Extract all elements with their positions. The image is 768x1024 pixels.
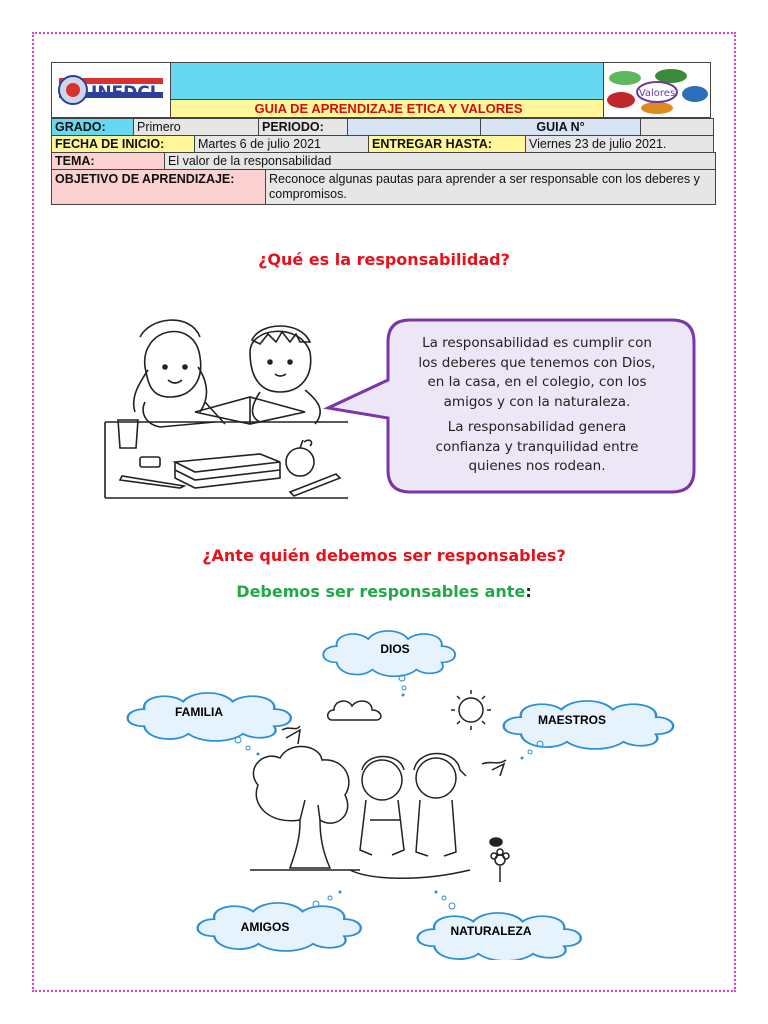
objetivo-line-1: Reconoce algunas pautas para aprender a ser responsable con los deberes y	[269, 172, 700, 186]
cloud-label-naturaleza: NATURALEZA	[450, 924, 532, 938]
tema-label: TEMA:	[51, 152, 165, 170]
periodo-label: PERIODO:	[258, 118, 348, 136]
question-responsabilidad: ¿Qué es la responsabilidad?	[258, 250, 510, 269]
bubble-line: confianza y tranquilidad entre	[435, 438, 639, 455]
kids-studying-illustration	[100, 312, 348, 500]
values-logo-text: Valores	[638, 88, 676, 99]
fecha-inicio-label: FECHA DE INICIO:	[51, 135, 195, 153]
clouds-scene	[0, 620, 768, 960]
grado-value: Primero	[133, 118, 259, 136]
objetivo-label: OBJETIVO DE APRENDIZAJE:	[51, 169, 266, 205]
school-logo	[51, 62, 171, 118]
banner-fill	[170, 62, 604, 100]
subtitle-responsables-ante	[0, 582, 768, 601]
bubble-paragraph-2	[392, 418, 682, 477]
grado-label: GRADO:	[51, 118, 134, 136]
cloud-label-dios: DIOS	[380, 642, 410, 656]
bubble-line: La responsabilidad genera	[447, 419, 627, 435]
subtitle-text: Debemos ser responsables ante	[236, 582, 526, 601]
cloud-label-maestros: MAESTROS	[537, 713, 606, 727]
cloud-label-amigos: AMIGOS	[240, 920, 290, 934]
guia-label: GUIA N°	[480, 118, 641, 136]
subtitle-colon: :	[525, 582, 532, 601]
objetivo-line-2: compromisos.	[269, 187, 347, 201]
question-ante-quien: ¿Ante quién debemos ser responsables?	[202, 546, 566, 565]
values-logo	[603, 62, 711, 118]
logo-text: INEDCI	[91, 83, 157, 103]
bubble-line: amigos y con la naturaleza.	[443, 393, 631, 410]
objetivo-value	[265, 169, 716, 205]
fecha-inicio-value: Martes 6 de julio 2021	[194, 135, 369, 153]
bubble-line: los deberes que tenemos con Dios,	[418, 354, 656, 371]
periodo-value	[347, 118, 481, 136]
bubble-line: en la casa, en el colegio, con los	[427, 374, 647, 390]
bubble-line: quienes nos rodean.	[468, 458, 606, 474]
guia-value	[640, 118, 714, 136]
bubble-paragraph-1	[392, 334, 682, 412]
entregar-value: Viernes 23 de julio 2021.	[525, 135, 714, 153]
bubble-text	[392, 334, 682, 477]
tema-value: El valor de la responsabilidad	[164, 152, 716, 170]
cloud-label-familia: FAMILIA	[175, 705, 223, 719]
bubble-line: La responsabilidad es cumplir con	[422, 335, 652, 351]
entregar-label: ENTREGAR HASTA:	[368, 135, 526, 153]
guide-title: GUIA DE APRENDIZAJE ETICA Y VALORES	[170, 99, 604, 118]
